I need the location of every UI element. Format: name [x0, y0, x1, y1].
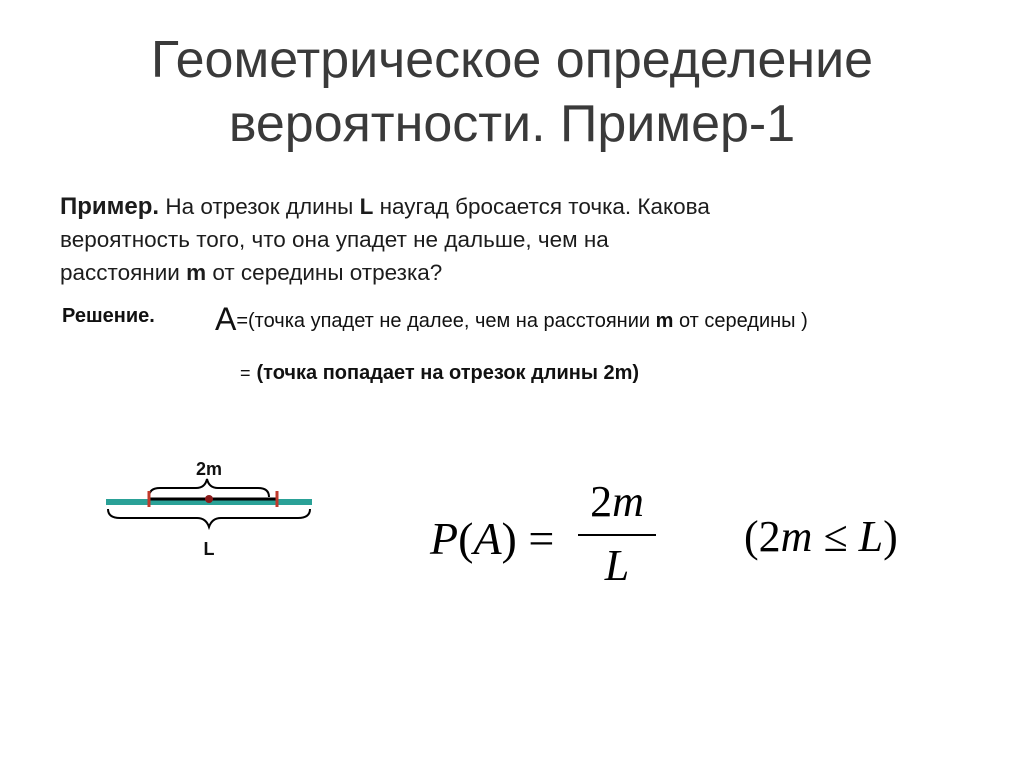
problem-label: Пример.: [60, 193, 160, 220]
fraction-numerator: [578, 478, 656, 526]
problem-text-2: наугад бросается точка. Какова: [373, 194, 710, 219]
slide-title: [0, 28, 1024, 156]
event-m-symbol: m: [655, 310, 674, 332]
problem-line-3: [60, 256, 960, 289]
bottom-brace: [108, 509, 310, 527]
title-line-1: Геометрическое определение: [150, 31, 874, 89]
equiv-sign: =: [240, 363, 251, 383]
formula-paren-open: (: [458, 513, 474, 564]
formula-condition: [744, 511, 898, 562]
cond-close: ): [883, 512, 898, 561]
problem-statement: [60, 190, 960, 289]
cond-open: (2: [744, 512, 781, 561]
cond-m: m: [780, 512, 813, 561]
problem-line-2: вероятность того, что она упадет не дальше, чем на: [60, 227, 609, 252]
formula-equals: =: [516, 513, 555, 564]
problem-text-3: расстоянии: [60, 260, 187, 285]
formula-P: P: [430, 513, 459, 564]
problem-text-4: от середины отрезка?: [206, 260, 443, 285]
event-definition: [215, 301, 808, 338]
midpoint-dot: [205, 495, 213, 503]
solution-label: Решение.: [62, 305, 155, 327]
cond-L: L: [858, 512, 884, 561]
formula-paren-close: ): [501, 513, 517, 564]
problem-length-symbol: L: [359, 194, 374, 219]
segment-diagram: [98, 455, 320, 565]
top-brace: [149, 479, 269, 497]
cond-le: ≤: [812, 512, 859, 561]
problem-m-symbol: m: [186, 260, 207, 285]
fraction-bar: [578, 534, 656, 536]
equiv-text: (точка попадает на отрезок длины 2m): [256, 362, 640, 384]
numerator-m: m: [612, 477, 644, 526]
problem-text-1: На отрезок длины: [159, 194, 360, 219]
event-letter: A: [215, 301, 237, 337]
formula-fraction: [578, 478, 656, 590]
problem-line-1: [60, 190, 960, 223]
formula-lhs: [430, 512, 554, 565]
event-text-1: =(точка упадет не далее, чем на расстоянии: [236, 310, 656, 332]
numerator-2: 2: [590, 477, 613, 526]
diagram-label-L: L: [203, 539, 215, 559]
fraction-denominator: L: [604, 541, 630, 590]
formula-A: A: [473, 513, 502, 564]
equivalent-event: [240, 362, 639, 385]
diagram-label-2m: 2m: [195, 459, 223, 479]
event-text-2: от середины ): [673, 310, 808, 332]
title-line-2: вероятности. Пример-1: [228, 95, 796, 153]
